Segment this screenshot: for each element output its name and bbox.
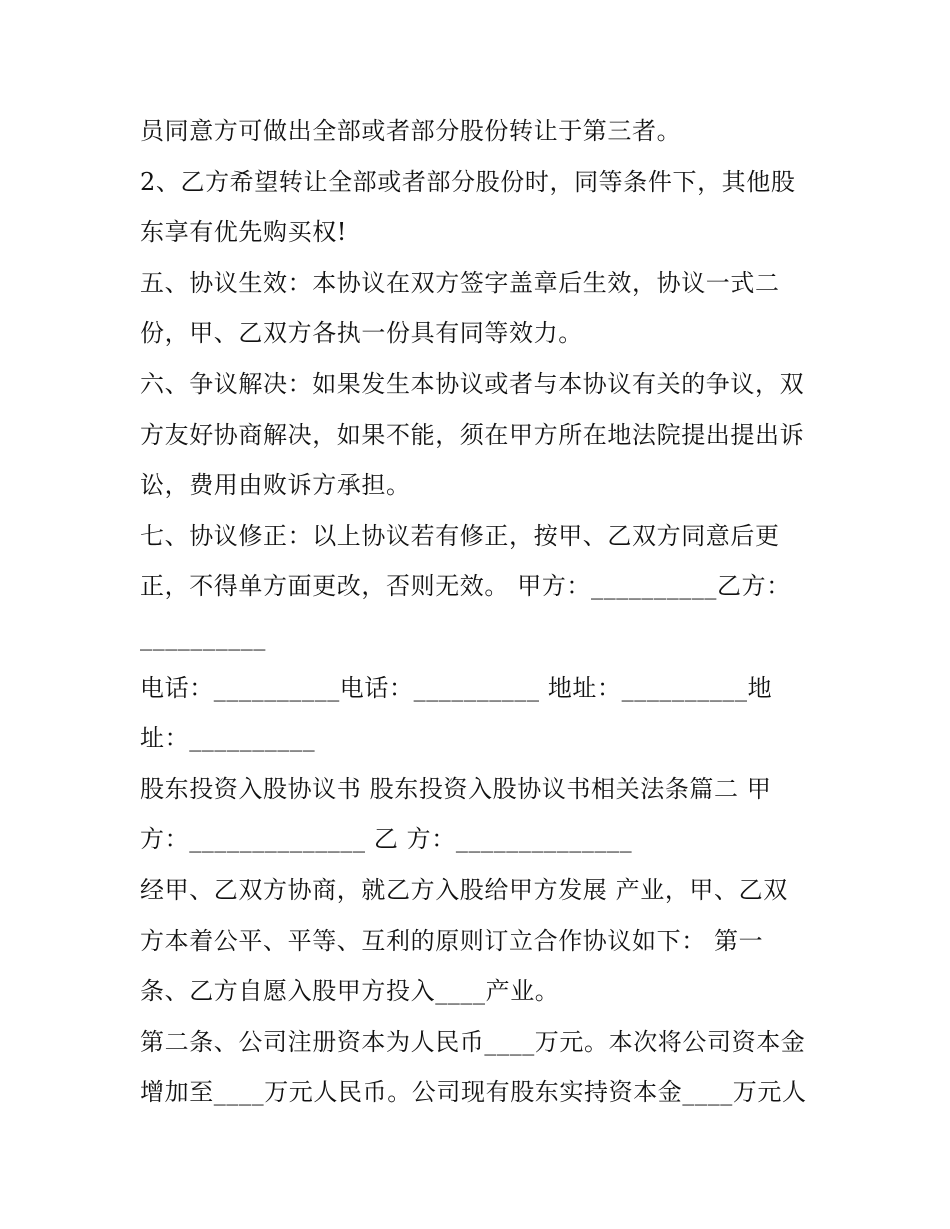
text-line: 增加至____万元人民币。公司现有股东实持资本金____万元人 [140,1078,807,1107]
text-line: 正，不得单方面更改，否则无效。 甲方：__________乙方： [140,572,791,601]
text-line: 2、乙方希望转让全部或者部分股份时，同等条件下，其他股 [140,167,796,196]
text-line: 员同意方可做出全部或者部分股份转让于第三者。 [140,117,682,145]
text-line: 方友好协商解决，如果不能，须在甲方所在地法院提出提出诉 [140,420,805,449]
text-line: 方：______________ 乙 方：______________ [140,825,633,854]
text-line: __________ [140,622,266,651]
text-line: 东享有优先购买权! [140,218,348,247]
text-line: 股东投资入股协议书 股东投资入股协议书相关法条篇二 甲 [140,774,772,803]
document-page [140,106,830,1118]
text-line: 电话：__________电话：__________ 地址：__________地 [140,673,773,702]
text-line: 方本着公平、平等、互利的原则订立合作协议如下： 第一 [140,926,764,955]
text-line: 经甲、乙双方协商，就乙方入股给甲方发展 产业，甲、乙双 [140,875,788,904]
text-line: 讼，费用由败诉方承担。 [140,471,411,500]
text-line: 份，甲、乙双方各执一份具有同等效力。 [140,319,583,348]
text-line: 第二条、公司注册资本为人民币____万元。本次将公司资本金 [140,1027,806,1056]
text-line: 址：__________ [140,724,316,753]
text-line: 六、争议解决：如果发生本协议或者与本协议有关的争议，双 [140,369,805,398]
text-line: 条、乙方自愿入股甲方投入____产业。 [140,977,560,1006]
text-line: 五、协议生效：本协议在双方签字盖章后生效，协议一式二 [140,268,780,297]
text-line: 七、协议修正：以上协议若有修正，按甲、乙双方同意后更 [140,521,780,550]
